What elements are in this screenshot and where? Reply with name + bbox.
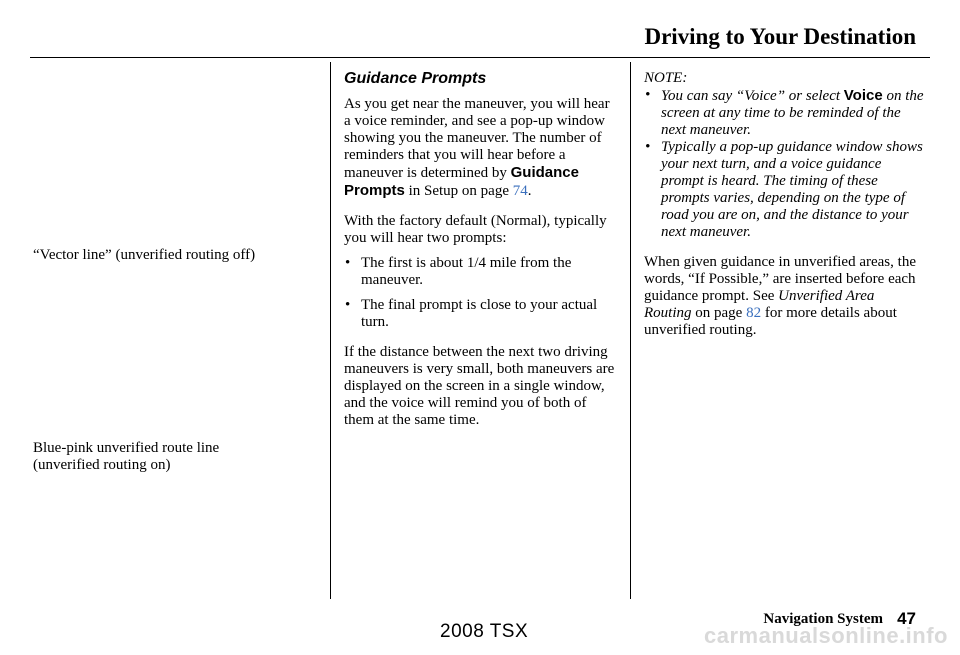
footer-section-name: Navigation System <box>763 611 883 627</box>
guidance-prompts-setting-label: Guidance Prompts <box>344 164 579 199</box>
bullet-text: The final prompt is close to your actual turn. <box>361 297 598 330</box>
bullet-dot: • <box>645 139 651 155</box>
watermark: carmanualsonline.info <box>704 623 948 648</box>
note-text: Typically a pop-up guidance window shows your next turn, and a voice guidance prompt is heard. The timing of these prompts varies, depending on the type of road you are on, and the distance to your next maneuver. <box>661 139 923 240</box>
page-header <box>0 0 960 62</box>
intro-text: As you get near the maneuver, you will hear a voice reminder, and see a pop-up window showing you the maneuver. The number of reminders that you will hear before a maneuver is determined by <box>344 96 610 181</box>
setup-text: in Setup on page <box>404 183 513 199</box>
page-74-link[interactable]: 74 <box>512 183 528 199</box>
on-page-text: on page <box>691 305 747 321</box>
unverified-text: When given guidance in unverified areas, the words, “If Possible,” are inserted before each guidance prompt. See <box>644 254 916 304</box>
bullet-text: The first is about 1/4 mile from the maneuver. <box>361 255 572 288</box>
paragraph-close-maneuvers: If the distance between the next two driving maneuvers is very small, both maneuvers are displayed on the screen in a single window, and the voice will remind you of both of them at the same time. <box>344 344 615 428</box>
voice-button-label: Voice <box>843 87 883 104</box>
paragraph-factory-default: With the factory default (Normal), typically you will hear two prompts: <box>344 213 607 246</box>
bullet-dot: • <box>645 87 651 103</box>
bullet-item-first-prompt <box>344 255 619 289</box>
section-heading: Guidance Prompts <box>344 70 487 87</box>
caption-bluepink-line <box>33 440 323 474</box>
paragraph-unverified-areas <box>644 254 924 339</box>
caption-bluepink-line-1: Blue-pink unverified route line <box>33 440 220 456</box>
column-divider-right <box>630 62 631 599</box>
page-footer <box>0 605 960 655</box>
page-82-link[interactable]: 82 <box>746 305 762 321</box>
right-column <box>644 70 924 339</box>
note-item-popup <box>644 139 924 241</box>
unverified-area-routing-ref: Unverified Area Routing <box>644 288 875 321</box>
bullet-dot: • <box>345 255 351 271</box>
header-rule <box>30 57 930 58</box>
caption-bluepink-line-2: (unverified routing on) <box>33 457 171 473</box>
note-item-voice <box>644 87 924 139</box>
model-label: 2008 TSX <box>440 621 529 642</box>
page-title: Driving to Your Destination <box>644 24 916 49</box>
middle-column <box>344 70 619 429</box>
paragraph-prompts-intro <box>344 96 619 200</box>
unverified-text-end: for more details about unverified routing. <box>644 305 897 338</box>
note-text: You can say “Voice” or select <box>661 88 844 104</box>
bullet-item-final-prompt <box>344 297 619 331</box>
column-divider-left <box>330 62 331 599</box>
note-label: NOTE: <box>644 70 688 86</box>
note-text-end: on the screen at any time to be reminded of the next maneuver. <box>661 88 924 138</box>
period: . <box>527 183 532 199</box>
bullet-dot: • <box>345 297 351 313</box>
caption-vector-line: “Vector line” (unverified routing off) <box>33 247 256 263</box>
footer-page-number: 47 <box>897 609 916 628</box>
